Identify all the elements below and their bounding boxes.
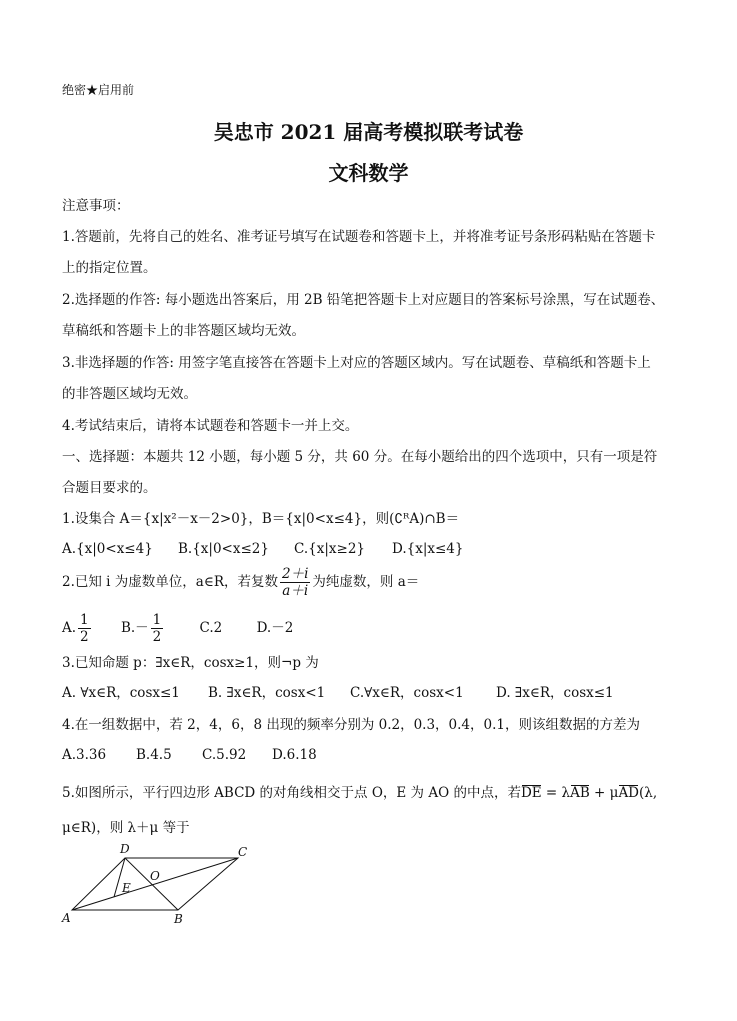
q2-option-b-den: 2	[152, 629, 162, 645]
vector-ad: AD	[618, 785, 640, 801]
note-1-line-2: 上的指定位置。	[62, 260, 157, 276]
q2-stem-post: 为纯虚数，则 a＝	[312, 574, 420, 590]
question-2-stem	[62, 566, 419, 599]
diagonal-bd	[125, 858, 178, 910]
note-1-line-1: 1.答题前，先将自己的姓名、准考证号填写在试题卷和答题卡上，并将准考证号条形码粘贴在答题卡	[62, 229, 656, 245]
notes-heading: 注意事项：	[62, 198, 130, 214]
q5-stem-pre: 5.如图所示，平行四边形 ABCD 的对角线相交于点 O，E 为 AO 的中点，若	[62, 785, 521, 801]
q5-plus: + μ	[589, 785, 619, 801]
q1-option-b: B.{x|0<x≤2}	[178, 541, 269, 557]
q2-option-b-num: 1	[152, 612, 162, 628]
diagonal-ac	[72, 858, 238, 910]
q1-option-a: A.{x|0<x≤4}	[62, 541, 153, 557]
question-4-options	[62, 747, 317, 763]
q2-option-a-fraction	[78, 612, 91, 645]
q3-option-b: B. ∃x∈R，cosx<1	[208, 685, 326, 701]
q2-option-b-label: B.－	[120, 620, 149, 636]
q2-fraction	[280, 566, 310, 599]
q3-option-d: D. ∃x∈R，cosx≤1	[496, 685, 614, 701]
q2-option-a-num: 1	[80, 612, 89, 628]
question-4-stem: 4.在一组数据中，若 2，4，6，8 出现的频率分别为 0.2，0.3，0.4，0.1，则该组数据的方差为	[62, 717, 640, 733]
q5-stem-post: (λ,	[639, 785, 658, 801]
vector-ab: AB	[570, 785, 590, 801]
label-e: E	[122, 881, 131, 895]
question-5-stem	[62, 785, 657, 801]
section-1-line-1: 一、选择题：本题共 12 小题，每小题 5 分，共 60 分。在每小题给出的四个选项中，只有一项是符	[62, 449, 658, 465]
q2-option-c: C.2	[199, 620, 223, 636]
q2-option-a-label: A.	[62, 620, 77, 636]
question-1-stem: 1.设集合 A＝{x|x²－x－2>0}，B＝{x|0<x≤4}，则(∁ᴿA)∩B＝	[62, 511, 460, 527]
q2-fraction-numerator: 2＋i	[282, 566, 309, 582]
q2-stem-pre: 2.已知 i 为虚数单位，a∈R，若复数	[62, 574, 278, 590]
question-1-options	[62, 541, 464, 557]
parallelogram-figure	[60, 840, 260, 930]
q4-option-d: D.6.18	[272, 747, 317, 763]
note-2-line-2: 草稿纸和答题卡上的非答题区域均无效。	[62, 323, 305, 339]
label-c: C	[238, 845, 248, 859]
q3-option-c: C.∀x∈R，cosx<1	[350, 685, 464, 701]
note-2-line-1: 2.选择题的作答: 每小题选出答案后，用 2B 铅笔把答题卡上对应题目的答案标号涂黑，写在试题卷、	[62, 292, 665, 308]
question-5-stem-line-2: μ∈R)，则 λ＋μ 等于	[62, 820, 190, 836]
note-3-line-1: 3.非选择题的作答: 用签字笔直接答在答题卡上对应的答题区域内。写在试题卷、草稿纸和答题卡上	[62, 355, 651, 371]
confidential-mark: 绝密★启用前	[62, 83, 135, 97]
exam-subject: 文科数学	[328, 161, 409, 185]
note-4: 4.考试结束后，请将本试题卷和答题卡一并上交。	[62, 418, 359, 434]
q4-option-a: A.3.36	[62, 747, 107, 763]
q2-option-b-fraction	[151, 612, 164, 645]
q5-eq: = λ	[541, 785, 571, 801]
q1-option-c: C.{x|x≥2}	[294, 541, 365, 557]
q4-option-b: B.4.5	[136, 747, 172, 763]
label-a: A	[62, 911, 71, 925]
exam-title: 吴忠市 2021 届高考模拟联考试卷	[213, 120, 524, 144]
question-3-stem: 3.已知命题 p：∃x∈R，cosx≥1，则¬p 为	[62, 655, 319, 671]
q2-fraction-denominator: a＋i	[282, 583, 309, 599]
label-d: D	[120, 842, 130, 856]
note-3-line-2: 的非答题区域均无效。	[62, 386, 197, 402]
label-o: O	[150, 869, 160, 883]
vector-de: DE	[520, 785, 542, 801]
question-3-options	[62, 685, 614, 701]
q3-option-a: A. ∀x∈R，cosx≤1	[62, 685, 180, 701]
question-2-options	[62, 612, 293, 645]
q2-option-a-den: 2	[80, 629, 89, 645]
section-1-line-2: 合题目要求的。	[62, 480, 157, 496]
label-b: B	[174, 912, 183, 926]
q4-option-c: C.5.92	[202, 747, 247, 763]
q1-option-d: D.{x|x≤4}	[392, 541, 464, 557]
q2-option-d: D.－2	[256, 620, 294, 636]
